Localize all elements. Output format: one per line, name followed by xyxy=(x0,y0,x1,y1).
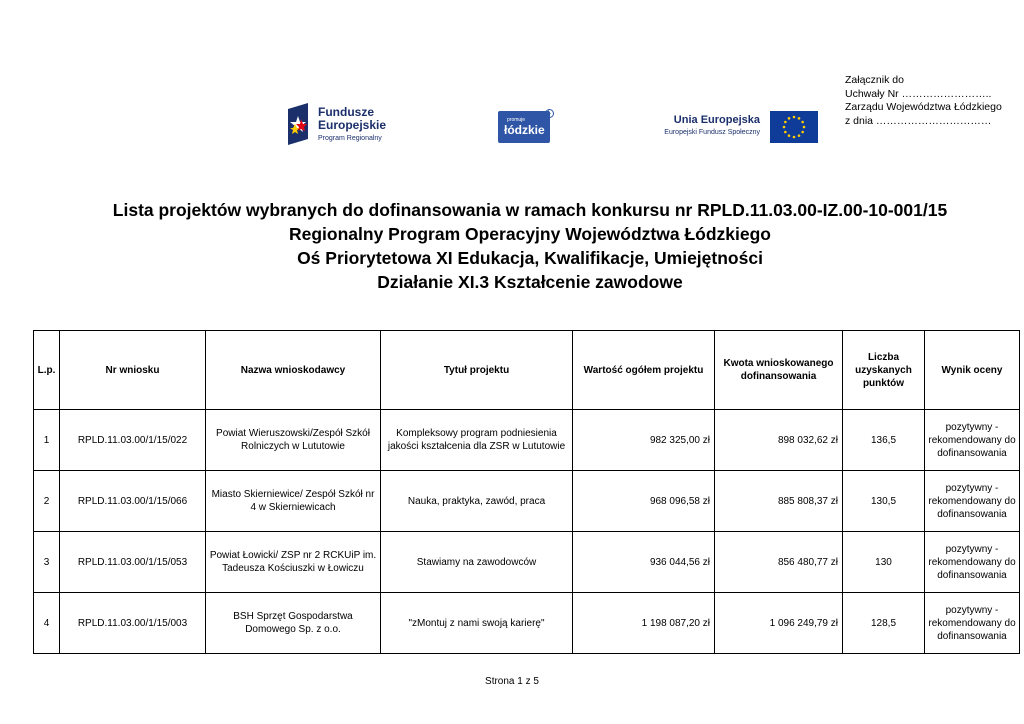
table-row xyxy=(34,410,1020,471)
cell-requested: 898 032,62 zł xyxy=(715,410,843,471)
cell-title: Kompleksowy program podniesienia jakości kształcenia dla ZSR w Lututowie xyxy=(381,410,573,471)
cell-applicant: Powiat Wieruszowski/Zespół Szkół Rolniczych w Lututowie xyxy=(206,410,381,471)
page-number: Strona 1 z 5 xyxy=(485,676,539,687)
eu-star-icon xyxy=(793,116,796,119)
header-lp: L.p. xyxy=(34,331,60,410)
title-line-2: Regionalny Program Operacyjny Województwa Łódzkiego xyxy=(289,224,771,244)
annex-line: Uchwały Nr …………………….. xyxy=(845,87,992,100)
header-result: Wynik oceny xyxy=(925,331,1020,410)
header-title: Tytuł projektu xyxy=(381,331,573,410)
eu-star-icon xyxy=(798,134,801,137)
cell-nr: RPLD.11.03.00/1/15/003 xyxy=(60,593,206,654)
title-line-4: Działanie XI.3 Kształcenie zawodowe xyxy=(377,272,683,292)
lodz-small-text: promuje xyxy=(507,117,526,123)
cell-applicant: Miasto Skierniewice/ Zespół Szkół nr 4 w Skierniewicach xyxy=(206,471,381,532)
annex-line: Zarządu Województwa Łódzkiego xyxy=(845,101,1002,113)
cell-result: pozytywny - rekomendowany do dofinansowania xyxy=(925,410,1020,471)
header-nr: Nr wniosku xyxy=(60,331,206,410)
cell-result: pozytywny - rekomendowany do dofinansowania xyxy=(925,593,1020,654)
cell-applicant: Powiat Łowicki/ ZSP nr 2 RCKUiP im. Tadeusza Kościuszki w Łowiczu xyxy=(206,532,381,593)
eu-star-icon xyxy=(801,121,804,124)
fundusze-europejskie-logo xyxy=(286,103,406,147)
cell-points: 136,5 xyxy=(843,410,925,471)
ue-subtitle: Europejski Fundusz Społeczny xyxy=(664,129,760,136)
eu-star-icon xyxy=(784,131,787,134)
cell-nr: RPLD.11.03.00/1/15/022 xyxy=(60,410,206,471)
eu-star-icon xyxy=(788,117,791,120)
cell-points: 130,5 xyxy=(843,471,925,532)
cell-requested: 1 096 249,79 zł xyxy=(715,593,843,654)
projects-table xyxy=(33,330,1020,654)
document-title xyxy=(0,198,1024,294)
cell-requested: 856 480,77 zł xyxy=(715,532,843,593)
table-header-row xyxy=(34,331,1020,410)
promuje-lodzkie-logo xyxy=(498,111,550,143)
title-line-3: Oś Priorytetowa XI Edukacja, Kwalifikacje, Umiejętności xyxy=(297,248,763,268)
header-applicant: Nazwa wnioskodawcy xyxy=(206,331,381,410)
lodz-registered-mark: L xyxy=(545,109,554,118)
cell-points: 128,5 xyxy=(843,593,925,654)
cell-lp: 3 xyxy=(34,532,60,593)
cell-value: 936 044,56 zł xyxy=(573,532,715,593)
eu-star-icon xyxy=(784,121,787,124)
cell-result: pozytywny - rekomendowany do dofinansowania xyxy=(925,532,1020,593)
cell-title: Nauka, praktyka, zawód, praca xyxy=(381,471,573,532)
cell-title: "zMontuj z nami swoją karierę" xyxy=(381,593,573,654)
eu-star-icon xyxy=(788,134,791,137)
eu-star-icon xyxy=(793,136,796,139)
header-value: Wartość ogółem projektu xyxy=(573,331,715,410)
cell-lp: 1 xyxy=(34,410,60,471)
table-row xyxy=(34,471,1020,532)
table-row xyxy=(34,532,1020,593)
fe-title-line2: Europejskie xyxy=(318,118,387,132)
eu-star-icon xyxy=(798,117,801,120)
cell-applicant: BSH Sprzęt Gospodarstwa Domowego Sp. z o.o. xyxy=(206,593,381,654)
annex-line: Załącznik do xyxy=(845,74,904,86)
eu-star-icon xyxy=(803,126,806,129)
unia-europejska-logo xyxy=(652,111,818,143)
cell-nr: RPLD.11.03.00/1/15/053 xyxy=(60,532,206,593)
fe-star-icon xyxy=(286,103,314,145)
fe-subtitle: Program Regionalny xyxy=(318,135,382,142)
cell-lp: 4 xyxy=(34,593,60,654)
annex-line: z dnia …………………………… xyxy=(845,114,992,127)
cell-value: 982 325,00 zł xyxy=(573,410,715,471)
cell-title: Stawiamy na zawodowców xyxy=(381,532,573,593)
title-line-1: Lista projektów wybranych do dofinansowania w ramach konkursu nr RPLD.11.03.00-IZ.00-10-001/15 xyxy=(112,200,948,220)
annex-note xyxy=(845,74,1002,128)
eu-star-icon xyxy=(783,126,786,129)
cell-lp: 2 xyxy=(34,471,60,532)
cell-value: 1 198 087,20 zł xyxy=(573,593,715,654)
ue-title: Unia Europejska xyxy=(673,114,760,126)
header-points: Liczba uzyskanych punktów xyxy=(843,331,925,410)
header-requested: Kwota wnioskowanego dofinansowania xyxy=(715,331,843,410)
eu-flag-icon xyxy=(770,111,818,143)
cell-result: pozytywny - rekomendowany do dofinansowania xyxy=(925,471,1020,532)
cell-value: 968 096,58 zł xyxy=(573,471,715,532)
cell-requested: 885 808,37 zł xyxy=(715,471,843,532)
cell-points: 130 xyxy=(843,532,925,593)
cell-nr: RPLD.11.03.00/1/15/066 xyxy=(60,471,206,532)
eu-stars-icon xyxy=(770,111,818,143)
eu-star-icon xyxy=(801,131,804,134)
lodz-main-text: łódzkie xyxy=(504,123,545,137)
fe-title-line1: Fundusze xyxy=(318,105,374,119)
table-row xyxy=(34,593,1020,654)
